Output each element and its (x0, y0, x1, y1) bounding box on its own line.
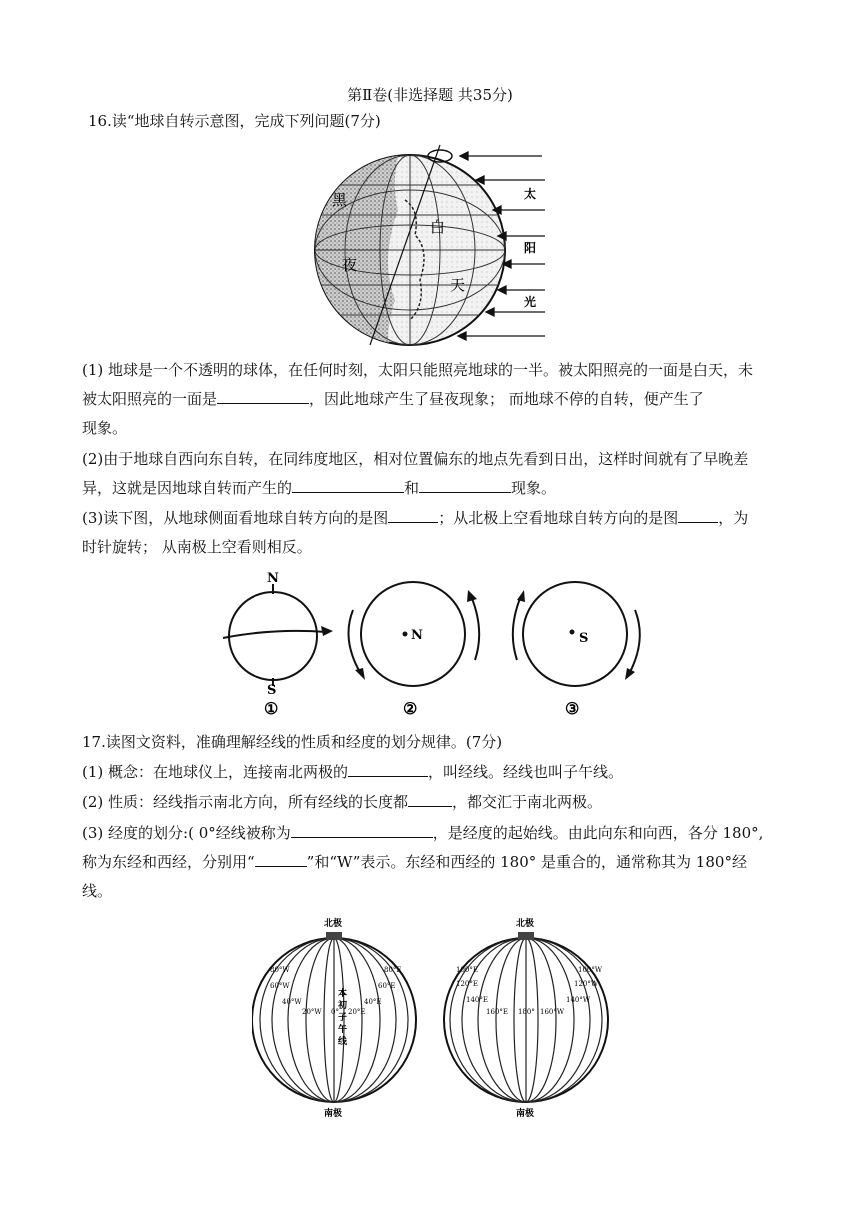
globe-left-e60: 60°E (378, 982, 396, 990)
globe-left-zero: 0° (331, 1008, 339, 1016)
diagram3-number: ③ (565, 699, 580, 718)
globe-right-w120: 120°W (574, 980, 599, 988)
diagram2-center-label: N (411, 628, 423, 643)
answer-blank-night[interactable] (217, 389, 309, 404)
prime-meridian-char-5: 线 (338, 1037, 348, 1047)
q16-p3-text-b: ；从北极上空看地球自转方向的是图 (438, 509, 679, 527)
globe-left-w40: 40°W (282, 998, 302, 1006)
globe-left-e40: 40°E (364, 998, 382, 1006)
sun-label-3: 光 (524, 295, 537, 309)
diagram-1 (223, 571, 333, 718)
answer-blank-17-4[interactable] (255, 852, 307, 867)
q16-p2-text-a: 异，这就是因地球自转而产生的 (82, 479, 293, 497)
globe-right-e100: 100°E (456, 966, 478, 974)
q17-p3-line1 (82, 823, 763, 843)
globe-right-w100: 100°W (578, 966, 603, 974)
answer-blank-17-2[interactable] (408, 792, 452, 807)
answer-blank-17-1[interactable] (348, 762, 428, 777)
globe-left-w20: 20°W (302, 1008, 322, 1016)
globe-right-north: 北极 (516, 919, 535, 929)
diagram3-center-label: S (579, 631, 589, 646)
q17-p1-text-b: ，叫经线。经线也叫子午线。 (428, 763, 624, 781)
night-label-1: 黑 (332, 191, 348, 209)
globe-left (252, 917, 416, 1119)
globe-left-w80: 80°W (270, 966, 290, 974)
q17-p3-text-b: ，是经度的起始线。由此向东和向西，各分 180°, (432, 824, 764, 842)
globe-left-w60: 60°W (270, 982, 290, 990)
diagram1-s-label: S (267, 683, 277, 698)
globe-right-e140: 140°E (466, 996, 488, 1004)
globe-left-e20: 20°E (348, 1008, 366, 1016)
q16-p3-text-c: ，为 (718, 509, 749, 527)
globe-right-w140: 140°W (566, 996, 591, 1004)
globe-right-e120: 120°E (456, 980, 478, 988)
q17-p1-text-a: (1) 概念：在地球仪上，连接南北两极的 (82, 763, 349, 781)
meridian-globes-figure (252, 910, 622, 1125)
q17-p3-line3: 线。 (82, 882, 113, 900)
section-title: 第Ⅱ卷(非选择题 共35分) (347, 86, 513, 104)
q17-p3-text-c: 称为东经和西经，分别用“ (82, 853, 255, 871)
answer-blank-17-3[interactable] (291, 823, 433, 838)
q17-title: 17.读图文资料，准确理解经线的性质和经度的划分规律。(7分) (82, 733, 503, 751)
q16-p3-line2: 时针旋转； 从南极上空看则相反。 (82, 538, 312, 556)
q16-p2-text-b: 和 (404, 479, 420, 497)
globe-left-south: 南极 (324, 1109, 343, 1119)
rotation-direction-figure (215, 570, 665, 720)
diagram1-number: ① (264, 699, 279, 718)
q17-p1 (82, 762, 623, 782)
q16-p3-line1 (82, 508, 748, 528)
day-label-2: 天 (450, 276, 466, 294)
q16-p2-text-c: 现象。 (511, 479, 557, 497)
answer-blank-3b[interactable] (678, 508, 718, 523)
q16-p2-line2 (82, 478, 556, 498)
sun-label-2: 阳 (524, 241, 537, 255)
q17-p3-text-a: (3) 经度的划分:( 0°经线被称为 (82, 824, 291, 842)
diagram1-n-label: N (267, 571, 279, 586)
q17-p2 (82, 792, 602, 812)
diagram2-number: ② (403, 699, 418, 718)
diagram-3 (513, 582, 640, 718)
earth-rotation-figure (310, 140, 560, 350)
prime-meridian-char-2: 初 (338, 1001, 348, 1011)
prime-meridian-char-3: 子 (338, 1013, 348, 1023)
night-label-2: 夜 (342, 256, 358, 274)
answer-blank-2b[interactable] (419, 478, 511, 493)
answer-blank-3a[interactable] (388, 508, 438, 523)
globe-left-north: 北极 (324, 919, 343, 929)
q17-p3-line2 (82, 852, 747, 872)
diagram-2 (349, 582, 480, 718)
q16-title: 16.读“地球自转示意图，完成下列问题(7分) (88, 112, 381, 130)
globe-right-e160: 160°E (486, 1008, 508, 1016)
q17-p3-text-d: ”和“W”表示。东经和西经的 180° 是重合的，通常称其为 180°经 (306, 853, 747, 871)
globe-right-w160: 160°W (540, 1008, 565, 1016)
q16-p1-line1: (1) 地球是一个不透明的球体，在任何时刻，太阳只能照亮地球的一半。被太阳照亮的一面是白天，未 (82, 361, 754, 379)
q17-p2-text-a: (2) 性质：经线指示南北方向，所有经线的长度都 (82, 793, 409, 811)
globe-right-180: 180° (518, 1008, 535, 1016)
globe-right-south: 南极 (516, 1109, 535, 1119)
day-label-1: 白 (430, 218, 446, 236)
answer-blank-2a[interactable] (292, 478, 404, 493)
q16-p1-line2 (82, 389, 704, 409)
q16-p3-text-a: (3)读下图，从地球侧面看地球自转方向的是图 (82, 509, 389, 527)
q16-p2-line1: (2)由于地球自西向东自转，在同纬度地区，相对位置偏东的地点先看到日出，这样时间就有了早晚差 (82, 450, 749, 468)
q16-p1-text-b: ，因此地球产生了昼夜现象； 而地球不停的自转，便产生了 (309, 390, 704, 408)
sun-label-1: 太 (524, 187, 537, 201)
q16-p1-text-a: 被太阳照亮的一面是 (82, 390, 218, 408)
q16-p1-line3: 现象。 (82, 419, 128, 437)
globe-left-e80: 80°E (384, 966, 402, 974)
globe-right (444, 917, 608, 1119)
q17-p2-text-b: ，都交汇于南北两极。 (452, 793, 603, 811)
prime-meridian-char-1: 本 (338, 989, 348, 999)
prime-meridian-char-4: 午 (338, 1025, 348, 1035)
